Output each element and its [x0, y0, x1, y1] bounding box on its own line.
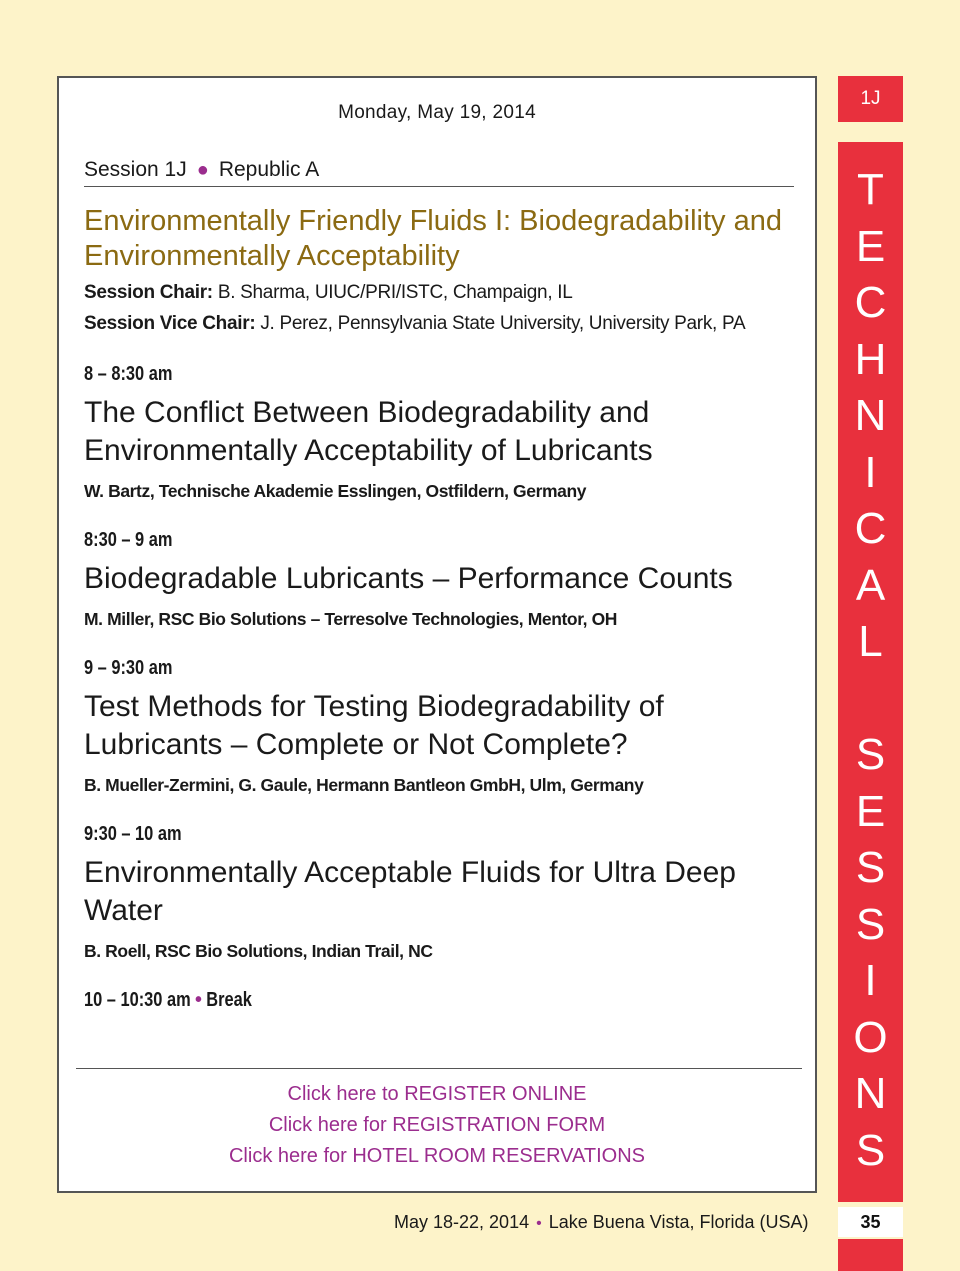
- footer-location: Lake Buena Vista, Florida (USA): [548, 1212, 809, 1232]
- sidebar-letter: H: [854, 334, 887, 384]
- break-label: Break: [206, 989, 252, 1011]
- sidebar-letters: [838, 162, 903, 1179]
- sidebar-gap: [838, 671, 903, 728]
- sidebar-letter: N: [854, 391, 887, 440]
- session-vice-chair-name: J. Perez, Pennsylvania State University, University Park, PA: [260, 313, 746, 334]
- session-chair-name: B. Sharma, UIUC/PRI/ISTC, Champaign, IL: [217, 282, 573, 303]
- sidebar-letter: C: [854, 504, 887, 553]
- sidebar-letter: O: [853, 1012, 888, 1062]
- session-header: [84, 158, 794, 187]
- sidebar-letter: S: [855, 730, 886, 779]
- register-online-link[interactable]: Click here to REGISTER ONLINE: [287, 1083, 587, 1105]
- session-chair-label: Session Chair:: [84, 282, 213, 303]
- session-date: Monday, May 19, 2014: [338, 102, 536, 123]
- sidebar-technical-sessions: [838, 142, 903, 1202]
- break-line: [84, 989, 252, 1012]
- sidebar-letter: L: [858, 617, 883, 666]
- schedule-panel: [57, 76, 817, 1193]
- sidebar-letter: I: [864, 447, 877, 497]
- sidebar-letter: E: [855, 221, 886, 271]
- talk-title: Test Methods for Testing Biodegradability of Lubricants – Complete or Not Complete?: [84, 690, 664, 761]
- talk-title: The Conflict Between Biodegradability and Environmentally Acceptability of Lubricants: [84, 396, 653, 467]
- talk-authors: M. Miller, RSC Bio Solutions – Terresolve Technologies, Mentor, OH: [84, 609, 618, 629]
- footer-dates: May 18-22, 2014: [394, 1212, 530, 1232]
- talk-authors: B. Roell, RSC Bio Solutions, Indian Trail, NC: [84, 941, 433, 961]
- session-title: Environmentally Friendly Fluids I: Biodegradability and Environmentally Acceptability: [84, 205, 782, 272]
- sidebar-letter: C: [854, 278, 887, 327]
- session-vice-chair-label: Session Vice Chair:: [84, 313, 256, 334]
- footer-event-info: [394, 1212, 809, 1233]
- talk-time: 8 – 8:30 am: [84, 363, 173, 385]
- sidebar-letter: I: [864, 956, 877, 1005]
- talk-time: 9:30 – 10 am: [84, 823, 182, 845]
- talk-time: 9 – 9:30 am: [84, 657, 173, 679]
- session-chair: [84, 282, 573, 304]
- sidebar-letter: T: [857, 165, 884, 214]
- session-vice-chair: [84, 313, 745, 335]
- sidebar-letter: A: [855, 560, 886, 610]
- sidebar-letter: S: [855, 1125, 886, 1175]
- bullet-icon: •: [195, 989, 202, 1011]
- sidebar-bottom-bar: [838, 1239, 903, 1271]
- bullet-icon: •: [536, 1215, 542, 1232]
- talk-authors: W. Bartz, Technische Akademie Esslingen, Ostfildern, Germany: [84, 481, 587, 501]
- hotel-reservations-link[interactable]: Click here for HOTEL ROOM RESERVATIONS: [228, 1145, 645, 1167]
- sidebar-letter: S: [855, 843, 886, 892]
- session-room: Republic A: [218, 158, 320, 181]
- talk-title: Environmentally Acceptable Fluids for Ultra Deep Water: [84, 856, 736, 927]
- divider: [76, 1068, 802, 1069]
- talk-time: 8:30 – 9 am: [84, 529, 173, 551]
- session-id: Session 1J: [84, 158, 187, 181]
- talk-authors: B. Mueller-Zermini, G. Gaule, Hermann Bantleon GmbH, Ulm, Germany: [84, 775, 644, 795]
- talk-title: Biodegradable Lubricants – Performance Counts: [84, 562, 733, 595]
- registration-form-link[interactable]: Click here for REGISTRATION FORM: [268, 1114, 606, 1136]
- sidebar-letter: S: [855, 899, 886, 949]
- page-number: 35: [838, 1207, 903, 1237]
- session-tab: 1J: [838, 76, 903, 122]
- bullet-icon: ●: [196, 159, 209, 181]
- sidebar-letter: N: [854, 1069, 887, 1118]
- break-time: 10 – 10:30 am: [84, 989, 191, 1011]
- sidebar-letter: E: [855, 786, 886, 836]
